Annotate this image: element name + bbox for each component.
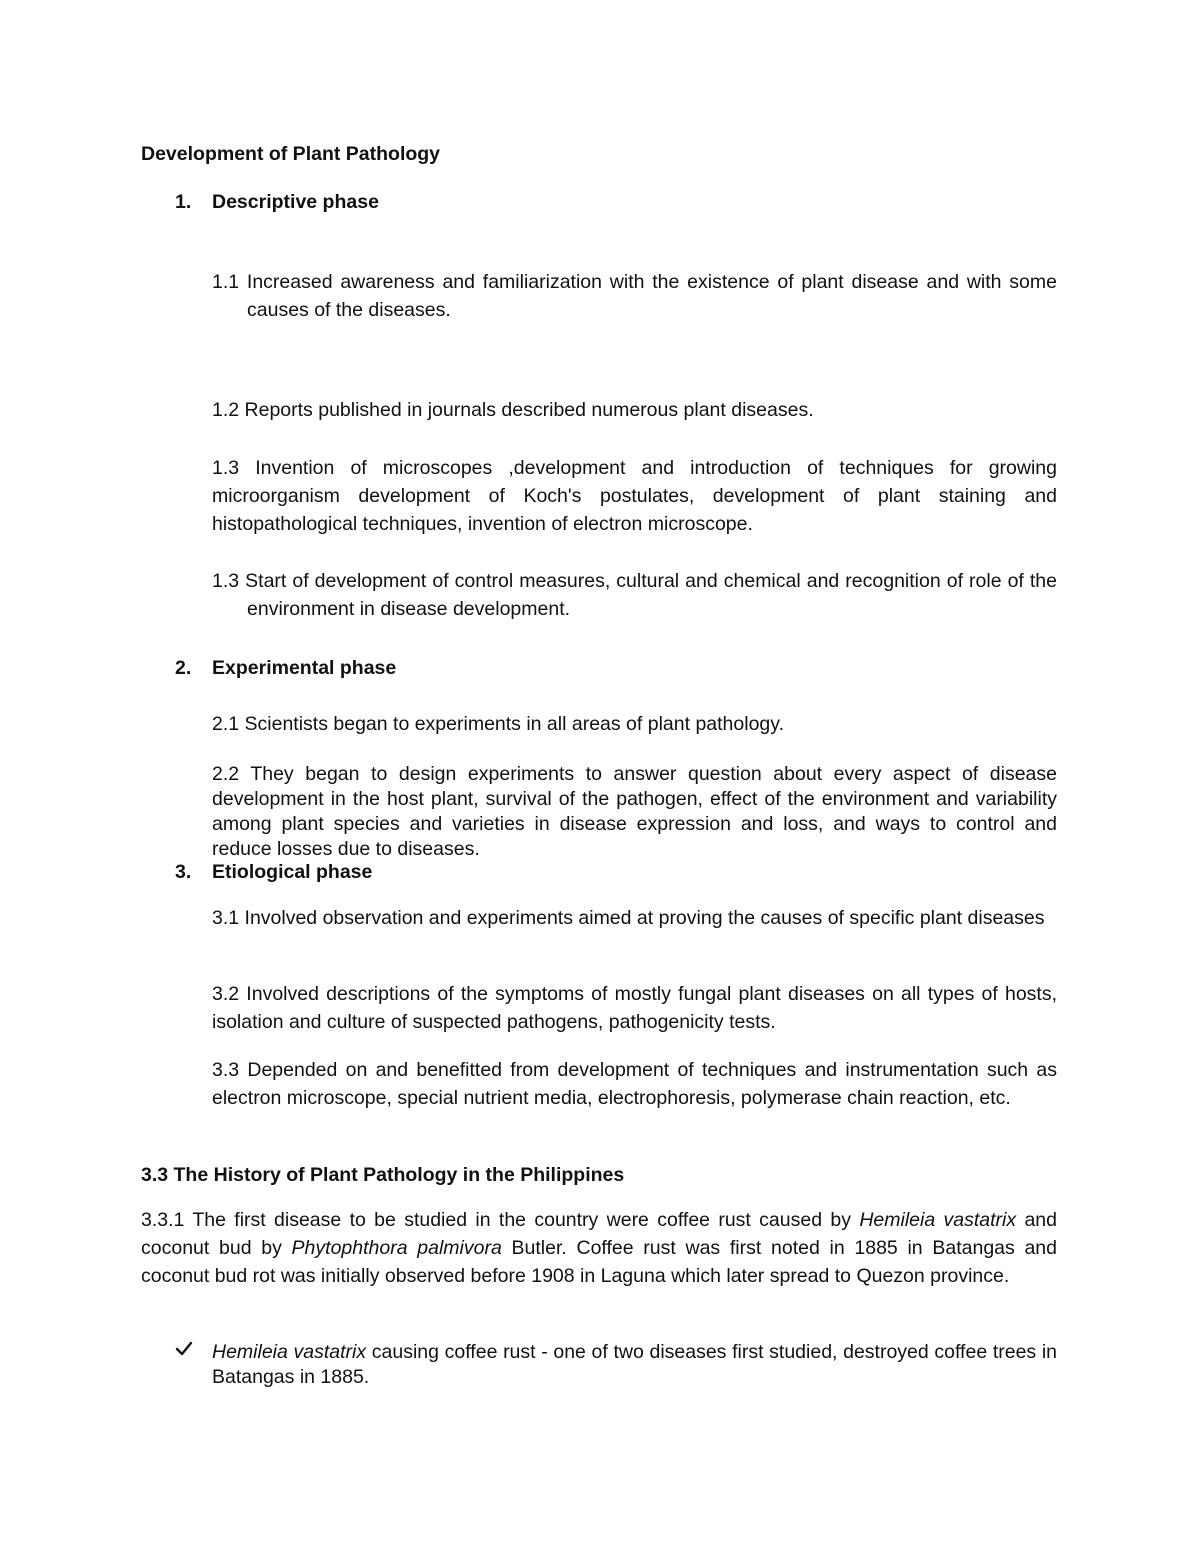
list-item: 1.3 Invention of microscopes ,development and introduction of techniques for growing microorganism development of Koch's postulates, development of plant staining and histopathological techniques, invention of electron microscope. [212,457,1057,535]
bullet-item: Hemileia vastatrix causing coffee rust - one of two diseases first studied, destroyed coffee trees in Batangas in 1885. [212,1341,1057,1388]
page-title: Development of Plant Pathology [141,143,441,165]
list-item: 3.3 Depended on and benefitted from development of techniques and instrumentation such as electron microscope, special nutrient media, electrophoresis, polymerase chain reaction, etc. [212,1059,1057,1109]
section-heading: Descriptive phase [212,191,379,213]
list-item: 2.2 They began to design experiments to answer question about every aspect of disease development in the host plant, survival of the pathogen, effect of the environment and variability among plant species and varieties in disease expression and loss, and ways to control and reduce losses due to diseases. [212,763,1057,860]
list-item: 1.2 Reports published in journals described numerous plant diseases. [212,399,814,421]
list-item: 1.3 Start of development of control measures, cultural and chemical and recognition of role of the environment in disease development. [212,570,1057,620]
list-item: 3.1 Involved observation and experiments aimed at proving the causes of specific plant diseases [212,907,1045,929]
checkmark-icon [175,1338,193,1366]
list-item: 2.1 Scientists began to experiments in all areas of plant pathology. [212,713,784,735]
section-number: 3. [175,861,192,883]
section-heading: 3.3 The History of Plant Pathology in the Philippines [141,1164,625,1186]
history-paragraph: 3.3.1 The first disease to be studied in the country were coffee rust caused by Hemileia vastatrix and coconut bud by Phytophthora palmivora Butler. Coffee rust was first noted in 1885 in Batangas and coconut bud rot was initially observed before 1908 in Laguna which later spread to Quezon province. [141,1209,1057,1287]
section-number: 2. [175,657,192,679]
section-number: 1. [175,191,192,213]
list-item: 1.1 Increased awareness and familiarization with the existence of plant disease and with some causes of the diseases. [212,271,1057,321]
section-heading: Experimental phase [212,657,397,679]
list-item: 3.2 Involved descriptions of the symptoms of mostly fungal plant diseases on all types of hosts, isolation and culture of suspected pathogens, pathogenicity tests. [212,983,1057,1033]
section-heading: Etiological phase [212,861,373,883]
